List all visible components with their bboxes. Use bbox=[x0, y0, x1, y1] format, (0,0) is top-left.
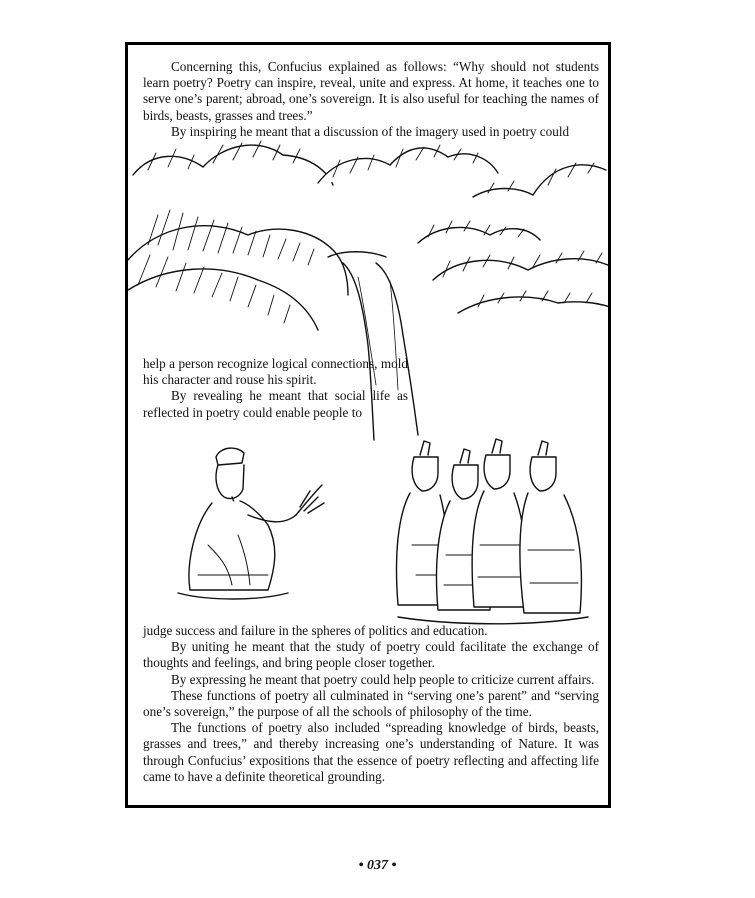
text-block-top bbox=[143, 59, 599, 140]
page-frame bbox=[125, 42, 611, 808]
paragraph: By inspiring he meant that a discussion of the imagery used in poetry could bbox=[171, 123, 570, 139]
text-block-bottom bbox=[143, 623, 599, 785]
paragraph: The functions of poetry also included “spreading knowledge of birds, beasts, grasses and trees,” and thereby increasing one’s understanding of Nature. It was through Confucius’ expositions that the essence of poetry reflecting and affecting life came to have a definite theoretical grounding. bbox=[143, 720, 599, 784]
confucius-hat bbox=[216, 448, 244, 465]
paragraph: By uniting he meant that the study of poetry could facilitate the exchange of thoughts and feelings, and bring people closer together. bbox=[143, 639, 599, 671]
right-hill-one bbox=[418, 227, 540, 243]
confucius-raised-hand bbox=[296, 485, 324, 515]
paragraph: help a person recognize logical connections, mold his character and rouse his spirit. bbox=[143, 356, 408, 388]
paragraph: judge success and failure in the spheres of politics and education. bbox=[143, 623, 488, 638]
paragraph: Concerning this, Confucius explained as follows: “Why should not students learn poetry? Poetry can inspire, reveal, unite and express. At home, it teaches one to serve one’s parent; abroad, one’s sovereign. It is also useful for teaching the names of birds, beasts, grasses and trees.” bbox=[143, 59, 599, 123]
student-4 bbox=[520, 441, 582, 613]
student-3 bbox=[472, 439, 527, 607]
confucius-figure bbox=[178, 448, 324, 599]
confucius-base bbox=[178, 593, 288, 599]
page-number: • 037 • bbox=[358, 858, 397, 873]
text-block-middle bbox=[143, 356, 408, 421]
paragraph: By expressing he meant that poetry could help people to criticize current affairs. bbox=[171, 671, 595, 687]
confucius-head bbox=[216, 465, 244, 499]
far-mountain-ridge bbox=[133, 145, 333, 185]
paragraph: By revealing he meant that social life as reflected in poetry could enable people to bbox=[143, 388, 408, 420]
center-mountain-ridge bbox=[318, 148, 498, 183]
confucius-robe bbox=[189, 501, 275, 590]
right-hill-two bbox=[433, 259, 608, 280]
paragraph: These functions of poetry all culminated in “serving one’s parent” and “serving one’s sovereign,” the purpose of all the schools of philosophy of the time. bbox=[143, 687, 599, 720]
right-hill-three bbox=[458, 297, 610, 313]
students-group bbox=[397, 439, 589, 624]
